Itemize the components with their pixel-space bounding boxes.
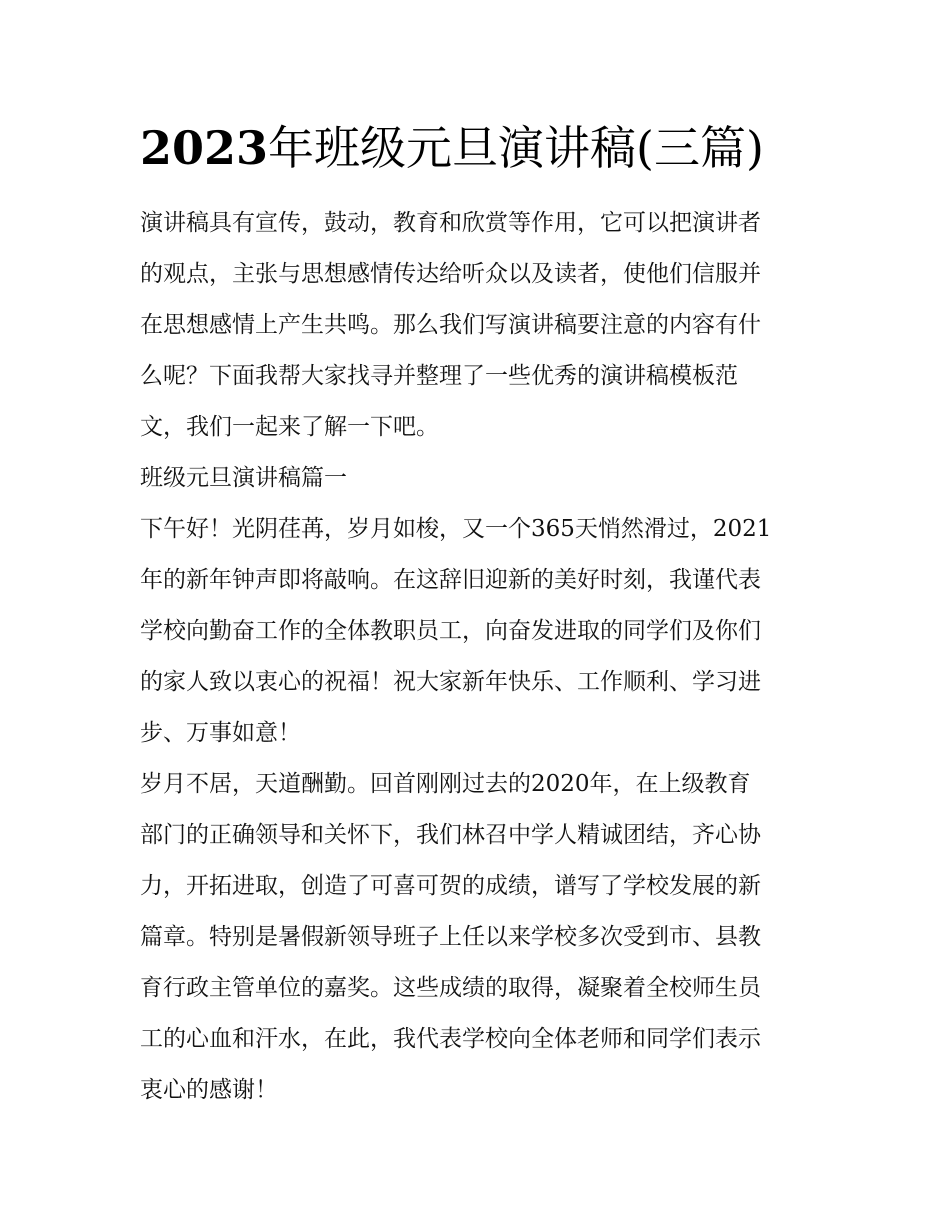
body-line: 力，开拓进取，创造了可喜可贺的成绩，谱写了学校发展的新 [140, 873, 761, 899]
body-line: 年的新年钟声即将敲响。在这辞旧迎新的美好时刻，我谨代表 [140, 567, 761, 593]
body-line: 部门的正确领导和关怀下，我们林召中学人精诚团结，齐心协 [140, 822, 761, 848]
section-heading: 班级元旦演讲稿篇一 [140, 465, 347, 491]
body-line: 下午好！光阴荏苒，岁月如梭，又一个365天悄然滑过，2021 [140, 516, 772, 542]
body-line: 的观点，主张与思想感情传达给听众以及读者，使他们信服并 [140, 261, 761, 287]
body-line: 篇章。特别是暑假新领导班子上任以来学校多次受到市、县教 [140, 924, 761, 950]
body-line: 演讲稿具有宣传，鼓动，教育和欣赏等作用，它可以把演讲者 [140, 210, 761, 236]
body-line: 文，我们一起来了解一下吧。 [140, 414, 439, 440]
page-title [140, 118, 840, 178]
body-line: 衷心的感谢！ [140, 1077, 278, 1103]
body-line: 学校向勤奋工作的全体教职员工，向奋发进取的同学们及你们 [140, 618, 761, 644]
body-line: 在思想感情上产生共鸣。那么我们写演讲稿要注意的内容有什 [140, 312, 761, 338]
title-year: 2023 [140, 121, 269, 175]
body-line: 工的心血和汗水，在此，我代表学校向全体老师和同学们表示 [140, 1026, 761, 1052]
body-line: 的家人致以衷心的祝福！祝大家新年快乐、工作顺利、学习进 [140, 669, 761, 695]
body-line: 么呢？下面我帮大家找寻并整理了一些优秀的演讲稿模板范 [140, 363, 738, 389]
title-text: 年班级元旦演讲稿(三篇) [268, 121, 764, 175]
body-line: 育行政主管单位的嘉奖。这些成绩的取得，凝聚着全校师生员 [140, 975, 761, 1001]
body-line: 步、万事如意！ [140, 720, 301, 746]
body-line: 岁月不居，天道酬勤。回首刚刚过去的2020年，在上级教育 [140, 771, 751, 797]
